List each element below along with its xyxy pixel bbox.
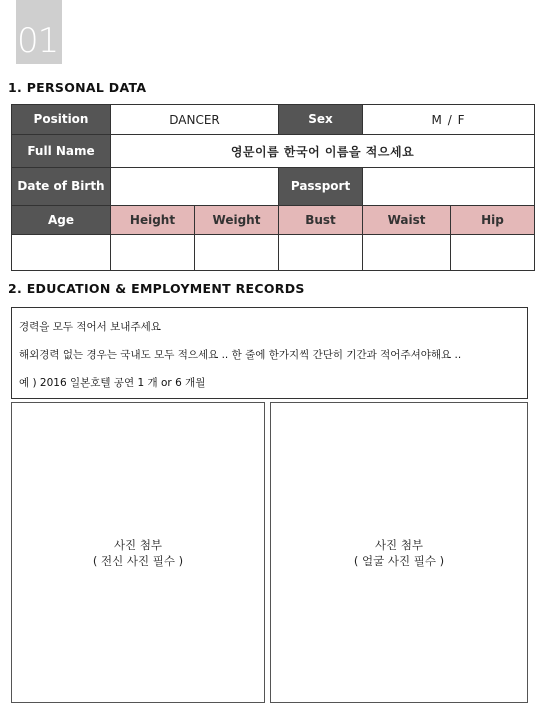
dob-label: Date of Birth: [12, 168, 111, 206]
bust-label: Bust: [279, 206, 363, 235]
education-records-box[interactable]: [11, 307, 528, 399]
full-name-label: Full Name: [12, 135, 111, 168]
row-measure-values: [12, 235, 535, 271]
face-photo-box[interactable]: [270, 402, 528, 703]
full-name-value[interactable]: 영문이름 한국어 이름을 적으세요: [111, 135, 535, 168]
weight-label: Weight: [195, 206, 279, 235]
position-value[interactable]: DANCER: [111, 105, 279, 135]
waist-label: Waist: [363, 206, 451, 235]
hip-value[interactable]: [451, 235, 535, 271]
age-value[interactable]: [12, 235, 111, 271]
height-label: Height: [111, 206, 195, 235]
row-position: [12, 105, 535, 135]
age-label: Age: [12, 206, 111, 235]
sex-value[interactable]: M / F: [363, 105, 535, 135]
photo-attach-label: 사진 첨부: [374, 537, 424, 552]
height-value[interactable]: [111, 235, 195, 271]
section-title-personal-data: 1. PERSONAL DATA: [8, 80, 147, 95]
photo-requirement-label: ( 얼굴 사진 필수 ): [353, 553, 445, 568]
bust-value[interactable]: [279, 235, 363, 271]
education-example-line: 예 ) 2016 일본호텔 공연 1 개 or 6 개월: [19, 377, 206, 389]
row-dob-passport: [12, 168, 535, 206]
dob-value[interactable]: [111, 168, 279, 206]
waist-value[interactable]: [363, 235, 451, 271]
row-measure-headers: [12, 206, 535, 235]
education-instruction-line: 해외경력 없는 경우는 국내도 모두 적으세요 .. 한 줄에 한가지씩 간단히 기간과 적어주셔야해요 ..: [19, 349, 462, 361]
page-number: 01: [16, 0, 62, 64]
photo-requirement-label: ( 전신 사진 필수 ): [92, 553, 184, 568]
photo-placeholder-text: [93, 537, 183, 569]
photo-placeholder-text: [354, 537, 444, 569]
position-label: Position: [12, 105, 111, 135]
passport-value[interactable]: [363, 168, 535, 206]
hip-label: Hip: [451, 206, 535, 235]
full-body-photo-box[interactable]: [11, 402, 265, 703]
row-full-name: [12, 135, 535, 168]
passport-label: Passport: [279, 168, 363, 206]
photo-attach-label: 사진 첨부: [113, 537, 163, 552]
weight-value[interactable]: [195, 235, 279, 271]
section-title-education: 2. EDUCATION & EMPLOYMENT RECORDS: [8, 281, 305, 296]
sex-label: Sex: [279, 105, 363, 135]
education-instruction-line: 경력을 모두 적어서 보내주세요: [19, 321, 161, 333]
personal-data-table: [11, 104, 535, 271]
